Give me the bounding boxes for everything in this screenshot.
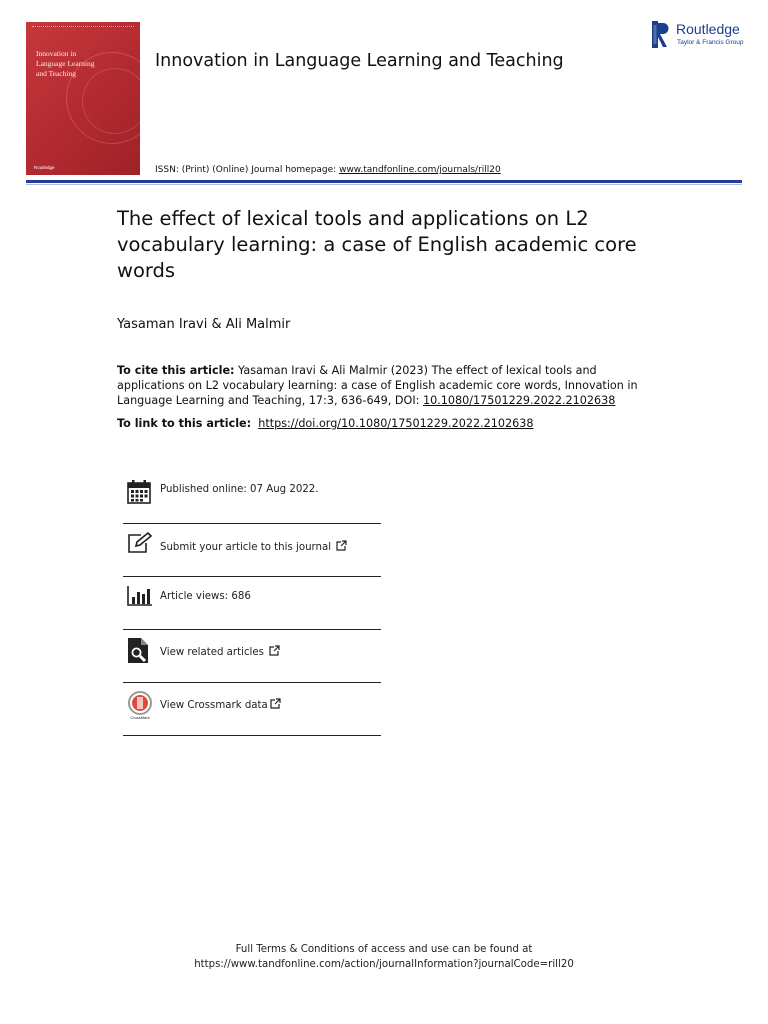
related-articles-row[interactable] <box>123 637 381 667</box>
article-views-row <box>123 585 381 613</box>
article-views-text: Article views: 686 <box>160 591 251 602</box>
article-authors: Yasaman Iravi & Ali Malmir <box>117 317 291 332</box>
external-link-icon <box>336 540 347 551</box>
cover-top-rule <box>32 26 134 29</box>
related-articles-text[interactable] <box>160 645 280 658</box>
search-document-icon <box>127 637 149 664</box>
article-title: The effect of lexical tools and applications on L2 vocabulary learning: a case of English academic core words <box>117 207 637 282</box>
published-online-text: Published online: 07 Aug 2022. <box>160 484 319 495</box>
published-online-row <box>123 478 381 506</box>
submit-article-label: Submit your article to this journal <box>160 542 332 553</box>
article-link-label: To link to this article: <box>117 417 252 430</box>
terms-footer <box>0 942 768 972</box>
crossmark-label: View Crossmark data <box>160 700 268 711</box>
citation-text: Yasaman Iravi & Ali Malmir (2023) The effect of lexical tools and applications on L2 vocabulary learning: a case of English academic core words, Innovation in Language Learning and Teaching, 17:3, 636-649, DOI: <box>117 364 638 407</box>
edit-icon <box>127 532 153 554</box>
brand-name: Routledge <box>676 21 740 37</box>
brand-subtitle: Taylor & Francis Group <box>677 39 744 46</box>
related-articles-label: View related articles <box>160 647 264 658</box>
meta-divider <box>123 576 381 577</box>
cover-publisher-logo: Routledge <box>34 165 55 170</box>
meta-divider <box>123 682 381 683</box>
svg-text:CrossMark: CrossMark <box>130 715 150 720</box>
article-link-line <box>117 417 533 430</box>
routledge-logo-icon <box>652 21 670 48</box>
cover-title: Innovation in Language Learning and Teaching <box>36 49 95 78</box>
publisher-brand[interactable] <box>652 20 752 50</box>
issn-line <box>155 165 501 175</box>
submit-article-text[interactable] <box>160 540 347 553</box>
bar-chart-icon <box>127 586 153 606</box>
article-doi-url[interactable]: https://doi.org/10.1080/17501229.2022.2102638 <box>258 417 534 430</box>
citation-block <box>117 363 647 408</box>
submit-article-row[interactable] <box>123 532 381 560</box>
calendar-icon <box>127 479 151 504</box>
crossmark-row[interactable] <box>123 691 381 721</box>
terms-line: Full Terms & Conditions of access and use can be found at <box>235 944 533 955</box>
journal-homepage-link[interactable]: www.tandfonline.com/journals/rill20 <box>339 165 501 175</box>
external-link-icon <box>269 645 280 656</box>
journal-title: Innovation in Language Learning and Teaching <box>155 51 564 71</box>
meta-divider <box>123 735 381 736</box>
doi-link[interactable]: 10.1080/17501229.2022.2102638 <box>422 394 616 407</box>
header-rule <box>26 180 742 183</box>
crossmark-icon <box>127 691 153 720</box>
journal-cover <box>26 22 140 175</box>
header-rule-thin <box>26 184 742 185</box>
citation-label: To cite this article: <box>117 364 235 377</box>
issn-label: ISSN: (Print) (Online) Journal homepage: <box>155 165 340 175</box>
crossmark-text[interactable] <box>160 698 281 711</box>
terms-url[interactable]: https://www.tandfonline.com/action/journalInformation?journalCode=rill20 <box>194 959 574 970</box>
external-link-icon <box>270 698 281 709</box>
meta-divider <box>123 523 381 524</box>
meta-divider <box>123 629 381 630</box>
